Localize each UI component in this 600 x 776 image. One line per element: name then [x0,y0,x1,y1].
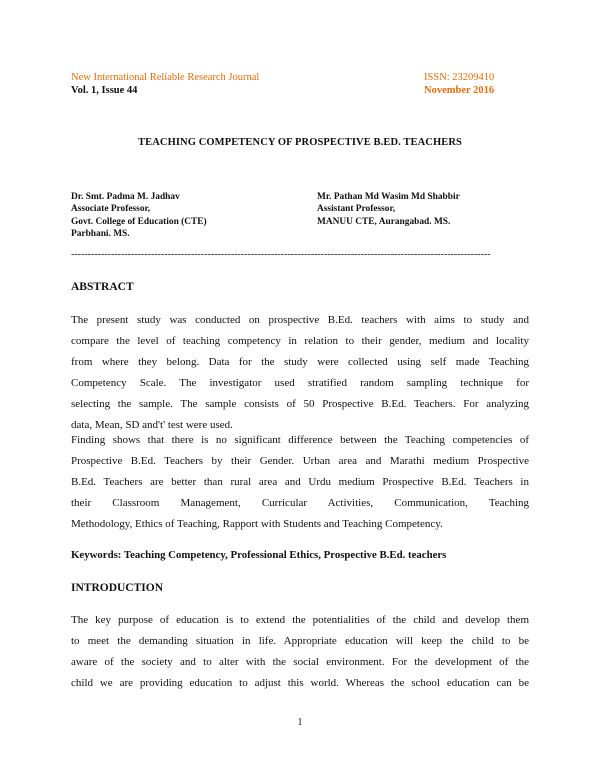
author-name: Mr. Pathan Md Wasim Md Shabbir [317,192,460,202]
author-2 [317,191,460,228]
text-line: data, Mean, SD and't' test were used. [71,418,233,431]
page-number: 1 [297,717,303,728]
text-line: Competency Scale. The investigator used stratified random sampling technique for [71,376,529,389]
text-line: from where they belong. Data for the study were collected using self made Teaching [71,355,529,368]
paper-title: TEACHING COMPETENCY OF PROSPECTIVE B.ED. TEACHERS [138,137,462,148]
introduction-paragraph [71,610,529,694]
text-line: compare the level of teaching competency in relation to their gender, medium and locality [71,334,529,347]
text-line: aware of the society and to alter with the social environment. For the development of the [71,655,529,668]
text-line: B.Ed. Teachers are better than rural area and Urdu medium Prospective B.Ed. Teachers in [71,475,529,488]
issue-date: November 2016 [424,85,495,96]
text-line: Prospective B.Ed. Teachers by their Gender. Urban area and Marathi medium Prospective [71,454,529,467]
author-place: Parbhani. MS. [71,228,130,239]
author-role: Assistant Professor, [317,204,396,215]
journal-header [71,71,259,97]
section-divider: ------------------------------------------------------------------------------------------------------------------------------ [71,250,491,260]
introduction-heading: INTRODUCTION [71,582,164,594]
author-name: Dr. Smt. Padma M. Jadhav [71,192,180,202]
author-1 [71,191,207,240]
abstract-heading: ABSTRACT [71,281,134,293]
text-line: Finding shows that there is no significant difference between the Teaching competencies of [71,434,529,446]
text-line: to meet the demanding situation in life. Appropriate education will keep the child to be [71,634,529,647]
author-institution: Govt. College of Education (CTE) [71,216,207,227]
journal-name: New International Reliable Research Journal [71,72,260,83]
text-line: child we are providing education to adjust this world. Whereas the school education can be [71,676,529,689]
text-line: The key purpose of education is to extend the potentialities of the child and develop them [71,614,529,626]
issn: ISSN: 23209410 [424,72,495,83]
journal-volume: Vol. 1, Issue 44 [71,85,138,96]
author-institution: MANUU CTE, Aurangabad. MS. [317,216,451,227]
text-line: their Classroom Management, Curricular Activities, Communication, Teaching [71,496,529,509]
text-line: The present study was conducted on prospective B.Ed. teachers with aims to study and [71,314,529,326]
text-line: selecting the sample. The sample consists of 50 Prospective B.Ed. Teachers. For analyzing [71,397,529,410]
issn-header [424,71,494,97]
keywords: Keywords: Teaching Competency, Professional Ethics, Prospective B.Ed. teachers [71,549,447,561]
author-role: Associate Professor, [71,204,151,215]
abstract-paragraph-2 [71,430,529,535]
text-line: Methodology, Ethics of Teaching, Rapport with Students and Teaching Competency. [71,517,443,530]
abstract-paragraph-1 [71,310,529,435]
